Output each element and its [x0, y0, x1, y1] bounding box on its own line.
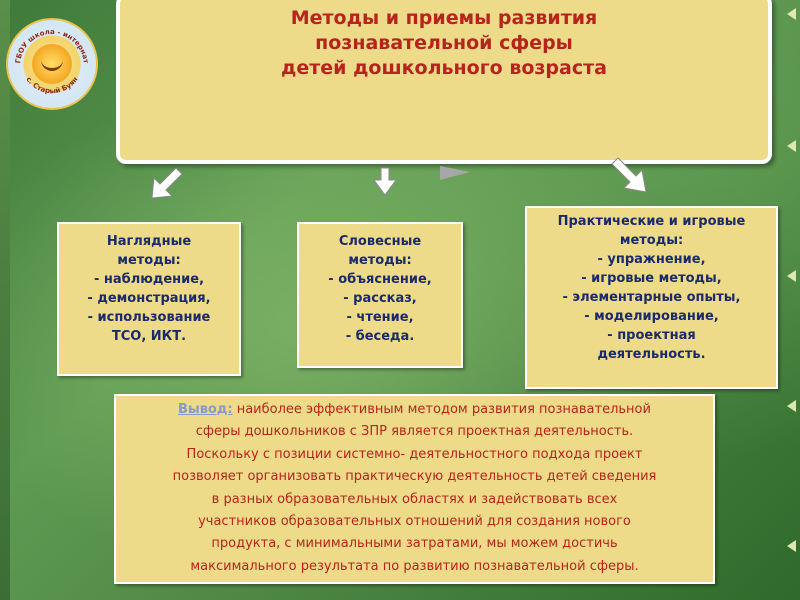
arrow-right-icon: [440, 166, 470, 180]
arrow-down-left-icon: [152, 168, 182, 198]
conclusion-line: в разных образовательных областях и задействовать всех: [211, 491, 618, 507]
conclusion-line: максимального результата по развитию познавательной сферы.: [190, 558, 639, 574]
box-line: ТСО, ИКТ.: [111, 329, 187, 344]
title-line: детей дошкольного возраста: [281, 57, 607, 79]
box-line: - наблюдение,: [93, 272, 205, 287]
title-line: познавательной сферы: [315, 32, 573, 54]
conclusion-box: [114, 394, 715, 584]
conclusion-text: наиболее эффективным методом развития познавательной: [232, 402, 651, 417]
box-line: - беседа.: [345, 329, 415, 344]
conclusion-line: сферы дошкольников с ЗПР является проектная деятельность.: [195, 424, 634, 440]
box-line: Наглядные: [106, 234, 192, 249]
conclusion-line: позволяет организовать практическую деятельность детей сведения: [172, 469, 657, 485]
box-line: - элементарные опыты,: [562, 290, 741, 305]
title-line: Методы и приемы развития: [290, 7, 598, 29]
box-line: - объяснение,: [328, 272, 432, 287]
verbal-methods-box: [297, 222, 463, 368]
box-line: Практические и игровые: [557, 214, 746, 229]
box-line: - рассказ,: [343, 291, 417, 306]
box-line: методы:: [117, 253, 181, 268]
arrow-down-right-icon: [612, 158, 646, 192]
box-line: - проектная: [607, 328, 696, 343]
conclusion-label: Вывод:: [178, 402, 233, 417]
box-line: - чтение,: [346, 310, 414, 325]
conclusion-line: Поскольку с позиции системно- деятельностного подхода проект: [186, 446, 643, 462]
conclusion-line: продукта, с минимальными затратами, мы можем достичь: [211, 536, 618, 552]
logo-text-top: ГБОУ школа - интернат: [14, 27, 90, 64]
arrow-down-icon: [374, 168, 396, 195]
box-line: методы:: [348, 253, 412, 268]
conclusion-line: [116, 399, 713, 421]
box-line: деятельность.: [597, 347, 706, 362]
logo-text-bottom: с. Старый Буян: [24, 75, 80, 96]
conclusion-line: участников образовательных отношений для создания нового: [198, 514, 631, 530]
box-line: Словесные: [338, 234, 422, 249]
box-line: методы:: [619, 233, 684, 248]
box-line: - демонстрация,: [87, 291, 211, 306]
box-line: - упражнение,: [597, 252, 706, 267]
box-line: - моделирование,: [584, 309, 719, 324]
box-line: - использование: [87, 310, 211, 325]
practical-methods-box: [525, 206, 778, 389]
visual-methods-box: [57, 222, 241, 376]
box-line: - игровые методы,: [581, 271, 722, 286]
